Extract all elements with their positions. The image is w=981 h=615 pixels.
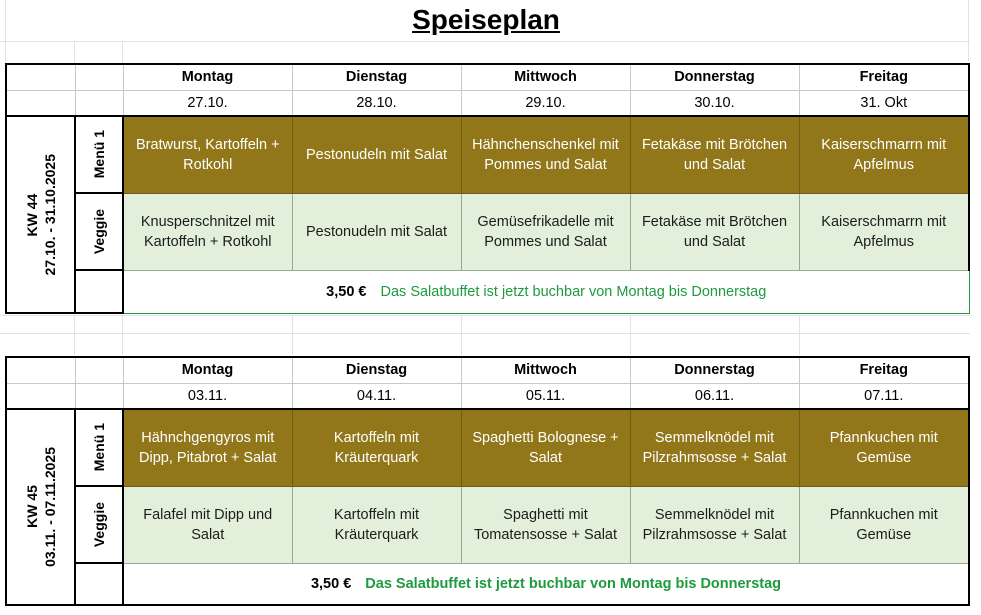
menu-table	[5, 63, 970, 314]
meal-cell: Falafel mit Dipp und Salat	[123, 486, 292, 563]
date-cell: 07.11.	[799, 383, 969, 409]
meal-cell: Kaiserschmarrn mit Apfelmus	[799, 193, 969, 270]
week-number: KW 45	[23, 485, 40, 529]
meal-cell: Knusperschnitzel mit Kartoffeln + Rotkohl	[123, 193, 292, 270]
meal-cell: Bratwurst, Kartoffeln + Rotkohl	[123, 116, 292, 193]
page-title: Speiseplan	[412, 4, 560, 35]
menu-table	[5, 356, 970, 606]
week-range: 27.10. - 31.10.2025	[41, 153, 58, 276]
date-cell: 04.11.	[292, 383, 461, 409]
date-cell: 28.10.	[292, 90, 461, 116]
meal-cell: Pfannkuchen mit Gemüse	[799, 486, 969, 563]
meal-cell: Kaiserschmarrn mit Apfelmus	[799, 116, 969, 193]
week-label	[6, 116, 75, 313]
date-cell: 06.11.	[630, 383, 799, 409]
day-header-wednesday: Mittwoch	[461, 357, 630, 383]
row-label-menu: Menü 1	[75, 116, 123, 193]
day-header-friday: Freitag	[799, 64, 969, 90]
date-cell: 29.10.	[461, 90, 630, 116]
meal-cell: Semmelknödel mit Pilzrahmsosse + Salat	[630, 486, 799, 563]
row-label-veggie: Veggie	[75, 193, 123, 270]
week-number: KW 44	[23, 193, 40, 236]
date-cell: 03.11.	[123, 383, 292, 409]
meal-cell: Pestonudeln mit Salat	[292, 116, 461, 193]
date-cell: 31. Okt	[799, 90, 969, 116]
meal-cell: Fetakäse mit Brötchen und Salat	[630, 193, 799, 270]
meal-cell: Hähnchenschenkel mit Pommes und Salat	[461, 116, 630, 193]
salad-buffet-notice	[123, 563, 969, 605]
day-header-thursday: Donnerstag	[630, 64, 799, 90]
week-table-kw44	[5, 63, 969, 314]
day-header-monday: Montag	[123, 64, 292, 90]
salad-price: 3,50 €	[310, 575, 352, 592]
week-range: 03.11. - 07.11.2025	[41, 447, 58, 567]
meal-cell: Fetakäse mit Brötchen und Salat	[630, 116, 799, 193]
meal-cell: Hähnchgengyros mit Dipp, Pitabrot + Salat	[123, 409, 292, 486]
day-header-friday: Freitag	[799, 357, 969, 383]
day-header-tuesday: Dienstag	[292, 64, 461, 90]
meal-cell: Kartoffeln mit Kräuterquark	[292, 409, 461, 486]
date-cell: 27.10.	[123, 90, 292, 116]
day-header-wednesday: Mittwoch	[461, 64, 630, 90]
row-label-menu: Menü 1	[75, 409, 123, 486]
date-cell: 30.10.	[630, 90, 799, 116]
meal-cell: Pestonudeln mit Salat	[292, 193, 461, 270]
day-header-monday: Montag	[123, 357, 292, 383]
salad-text: Das Salatbuffet ist jetzt buchbar von Montag bis Donnerstag	[380, 283, 767, 300]
meal-cell: Gemüsefrikadelle mit Pommes und Salat	[461, 193, 630, 270]
meal-cell: Spaghetti Bolognese + Salat	[461, 409, 630, 486]
salad-buffet-notice	[123, 270, 969, 313]
day-header-tuesday: Dienstag	[292, 357, 461, 383]
salad-price: 3,50 €	[326, 283, 367, 300]
meal-cell: Semmelknödel mit Pilzrahmsosse + Salat	[630, 409, 799, 486]
meal-cell: Kartoffeln mit Kräuterquark	[292, 486, 461, 563]
meal-cell: Spaghetti mit Tomatensosse + Salat	[461, 486, 630, 563]
row-label-veggie: Veggie	[75, 486, 123, 563]
salad-text: Das Salatbuffet ist jetzt buchbar von Montag bis Donnerstag	[365, 575, 782, 592]
meal-cell: Pfannkuchen mit Gemüse	[799, 409, 969, 486]
day-header-thursday: Donnerstag	[630, 357, 799, 383]
week-label	[6, 409, 75, 605]
week-table-kw45	[5, 356, 969, 606]
date-cell: 05.11.	[461, 383, 630, 409]
